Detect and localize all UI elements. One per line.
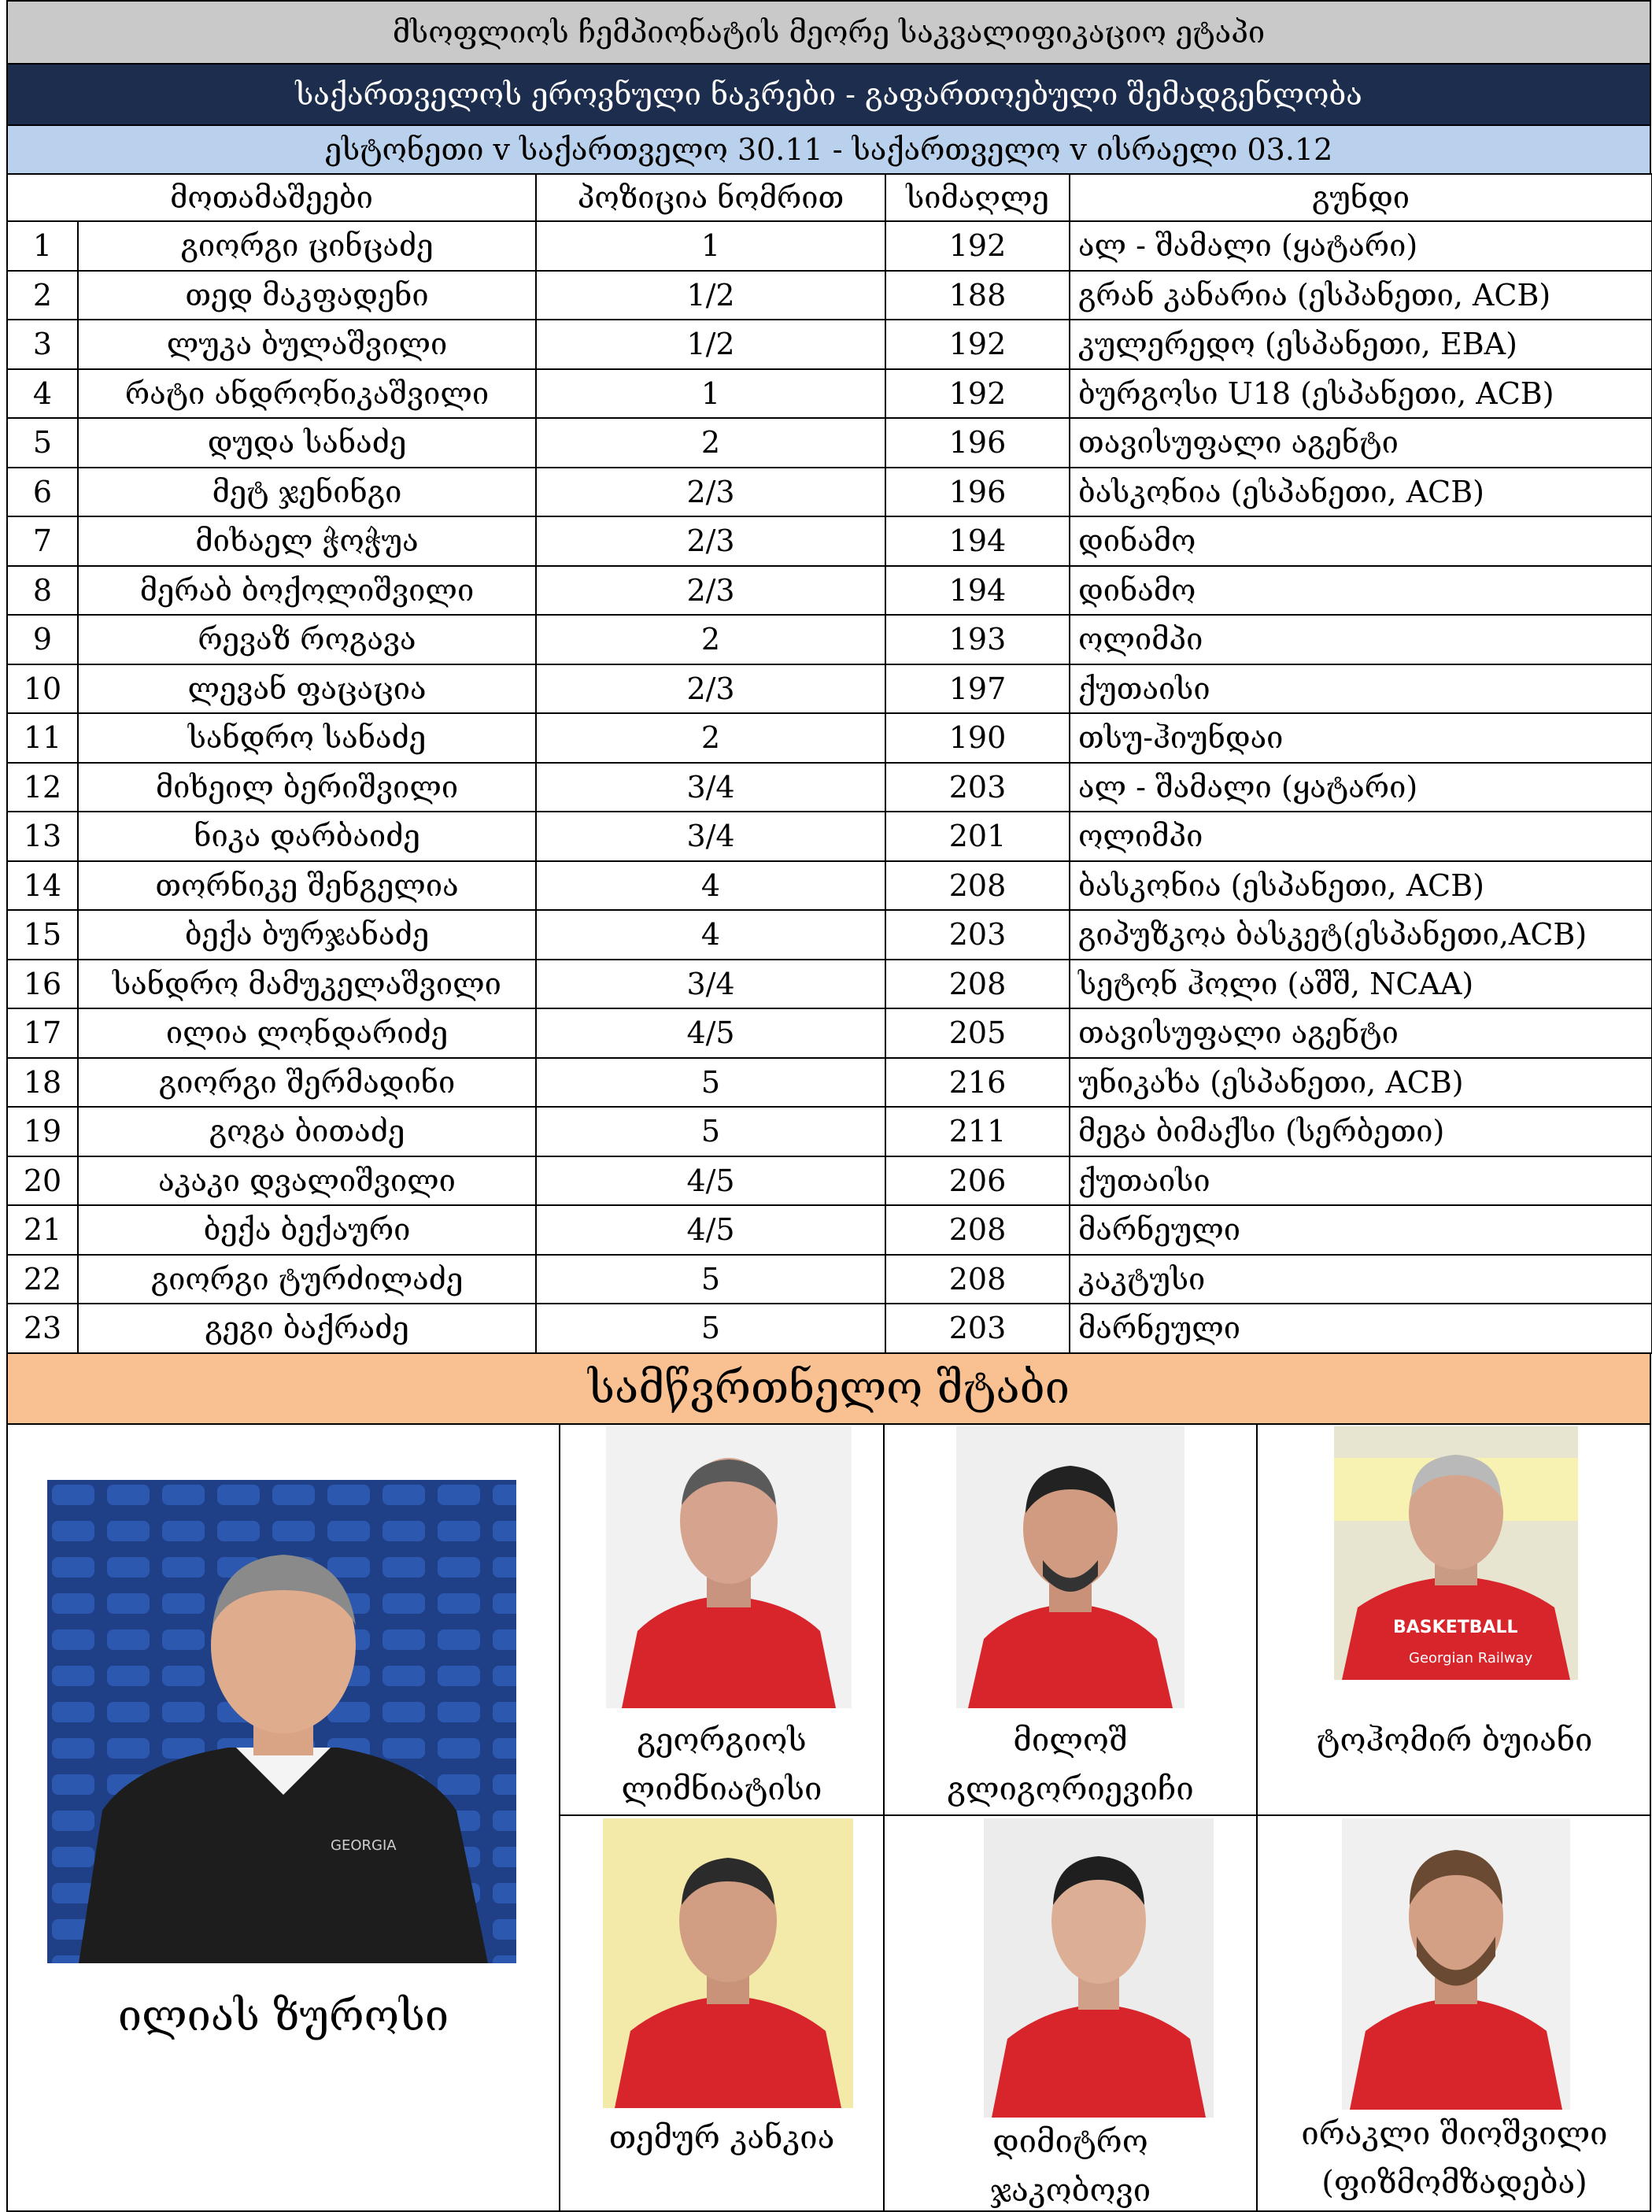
table-row [7,1058,1652,1108]
table-row [7,910,1652,960]
player-number: 4 [7,369,78,419]
shirt-label: GEORGIA [331,1837,397,1854]
shirt-basketball-label: BASKETBALL [1393,1617,1518,1637]
player-team: ოლიმპი [1070,615,1652,664]
player-height: 208 [885,960,1070,1009]
head-coach-photo [47,1480,516,1963]
player-height: 196 [885,468,1070,517]
player-team: ქუთაისი [1070,664,1652,714]
player-team: ქუთაისი [1070,1156,1652,1206]
table-row [7,763,1652,812]
player-number: 6 [7,468,78,517]
player-position: 2 [536,418,885,468]
player-number: 3 [7,320,78,369]
player-position: 2/3 [536,566,885,616]
player-number: 23 [7,1304,78,1353]
player-number: 12 [7,763,78,812]
player-number: 13 [7,812,78,861]
table-row [7,812,1652,861]
assistant-name-3: ტოჰომირ ბუიანი [1316,1722,1593,1759]
player-name: რატი ანდრონიკაშვილი [78,369,536,419]
player-height: 208 [885,1255,1070,1304]
player-team: ალ - შამალი (ყატარი) [1070,763,1652,812]
player-team: სეტონ ჰოლი (აშშ, NCAA) [1070,960,1652,1009]
player-team: გიპუზკოა ბასკეტ(ესპანეთი,ACB) [1070,910,1652,960]
table-row [7,1205,1652,1255]
table-row [7,1107,1652,1156]
column-header-height: სიმაღლე [885,174,1070,221]
player-number: 10 [7,664,78,714]
player-position: 5 [536,1304,885,1353]
roster-table [6,173,1652,1354]
player-position: 2 [536,615,885,664]
player-name: ბექა ბურჯანაძე [78,910,536,960]
player-name: ბექა ბექაური [78,1205,536,1255]
player-position: 3/4 [536,812,885,861]
player-number: 18 [7,1058,78,1108]
player-name: მერაბ ბოქოლიშვილი [78,566,536,616]
player-number: 17 [7,1008,78,1058]
player-name: თედ მაკფადენი [78,271,536,320]
player-number: 11 [7,713,78,763]
table-row [7,516,1652,566]
player-name: ილია ლონდარიძე [78,1008,536,1058]
player-height: 216 [885,1058,1070,1108]
player-number: 19 [7,1107,78,1156]
assistant-photo-5 [984,1818,1214,2118]
table-row [7,615,1652,664]
player-number: 20 [7,1156,78,1206]
player-height: 196 [885,418,1070,468]
player-number: 15 [7,910,78,960]
player-height: 203 [885,1304,1070,1353]
player-height: 203 [885,763,1070,812]
player-height: 211 [885,1107,1070,1156]
table-row [7,1008,1652,1058]
player-height: 205 [885,1008,1070,1058]
player-name: ლუკა ბულაშვილი [78,320,536,369]
roster-body [7,221,1652,1353]
staff-section [6,1425,1651,2212]
staff-title: სამწვრთნელო შტაბი [6,1354,1651,1425]
assistant-name-4: თემურ კანკია [608,2119,835,2156]
player-team: ბურგოსი U18 (ესპანეთი, ACB) [1070,369,1652,419]
player-number: 21 [7,1205,78,1255]
player-position: 2/3 [536,468,885,517]
table-row [7,1156,1652,1206]
assistant-name-6: ირაკლი შიოშვილი (ფიზმომზადება) [1301,2115,1608,2201]
player-number: 8 [7,566,78,616]
table-row [7,320,1652,369]
player-name: ნიკა დარბაიძე [78,812,536,861]
player-name: სანდრო მამუკელაშვილი [78,960,536,1009]
match-schedule: ესტონეთი v საქართველო 30.11 - საქართველო v ისრაელი 03.12 [6,124,1651,173]
player-position: 3/4 [536,763,885,812]
player-position: 4/5 [536,1008,885,1058]
player-team: თსუ-ჰიუნდაი [1070,713,1652,763]
player-name: გოგა ბითაძე [78,1107,536,1156]
player-height: 193 [885,615,1070,664]
table-row [7,369,1652,419]
player-name: გეგი ბაქრაძე [78,1304,536,1353]
player-position: 4 [536,861,885,911]
player-position: 5 [536,1107,885,1156]
roster-page [6,0,1651,2212]
player-height: 206 [885,1156,1070,1206]
player-team: მეგა ბიმაქსი (სერბეთი) [1070,1107,1652,1156]
player-height: 192 [885,221,1070,271]
player-position: 1 [536,221,885,271]
assistant-photo-3 [1334,1426,1578,1680]
player-name: ლევან ფაცაცია [78,664,536,714]
player-number: 1 [7,221,78,271]
player-team: უნიკახა (ესპანეთი, ACB) [1070,1058,1652,1108]
table-row [7,1255,1652,1304]
player-position: 1 [536,369,885,419]
assistant-photo-6 [1342,1818,1570,2110]
page-title: მსოფლიოს ჩემპიონატის მეორე საკვალიფიკაციო ეტაპი [6,0,1651,63]
page-subtitle: საქართველოს ეროვნული ნაკრები - გაფართოებული შემადგენლობა [6,63,1651,124]
player-height: 192 [885,369,1070,419]
player-height: 208 [885,1205,1070,1255]
table-row [7,221,1652,271]
player-height: 203 [885,910,1070,960]
player-position: 3/4 [536,960,885,1009]
shirt-railway-label: Georgian Railway [1409,1649,1533,1666]
assistant-name-2: მილოშ გლიგორიევიჩი [947,1722,1194,1807]
player-name: გიორგი ტურძილაძე [78,1255,536,1304]
player-height: 188 [885,271,1070,320]
player-team: კულერედო (ესპანეთი, EBA) [1070,320,1652,369]
table-row [7,271,1652,320]
player-team: გრან კანარია (ესპანეთი, ACB) [1070,271,1652,320]
table-row [7,664,1652,714]
player-name: სანდრო სანაძე [78,713,536,763]
player-height: 194 [885,516,1070,566]
player-position: 5 [536,1058,885,1108]
assistant-photo-1 [606,1426,852,1708]
assistant-photo-4 [603,1818,853,2108]
player-name: გიორგი შერმადინი [78,1058,536,1108]
head-coach-name: ილიას ზუროსი [117,1990,449,2040]
player-team: მარნეული [1070,1205,1652,1255]
player-team: ბასკონია (ესპანეთი, ACB) [1070,468,1652,517]
table-row [7,713,1652,763]
player-name: მიხეილ ბერიშვილი [78,763,536,812]
player-position: 2 [536,713,885,763]
table-row [7,566,1652,616]
table-row [7,960,1652,1009]
player-height: 197 [885,664,1070,714]
assistant-photo-2 [956,1426,1184,1708]
assistant-name-1: გეორგიოს ლიმნიატისი [621,1722,822,1807]
player-number: 14 [7,861,78,911]
player-position: 2/3 [536,664,885,714]
player-team: მარნეული [1070,1304,1652,1353]
table-row [7,468,1652,517]
player-name: აკაკი დვალიშვილი [78,1156,536,1206]
player-number: 2 [7,271,78,320]
player-number: 5 [7,418,78,468]
player-name: რევაზ როგავა [78,615,536,664]
table-header-row [7,174,1652,221]
assistant-name-5: დიმიტრო ჯაკობოვი [989,2123,1151,2209]
player-name: მიხაელ ჭოჭუა [78,516,536,566]
player-team: კაკტუსი [1070,1255,1652,1304]
player-height: 201 [885,812,1070,861]
table-row [7,1304,1652,1353]
player-height: 194 [885,566,1070,616]
player-height: 190 [885,713,1070,763]
player-height: 208 [885,861,1070,911]
player-name: თორნიკე შენგელია [78,861,536,911]
player-team: დინამო [1070,516,1652,566]
player-team: თავისუფალი აგენტი [1070,1008,1652,1058]
player-name: მეტ ჯენინგი [78,468,536,517]
player-position: 5 [536,1255,885,1304]
player-number: 22 [7,1255,78,1304]
table-row [7,418,1652,468]
column-header-team: გუნდი [1070,174,1652,221]
player-position: 4/5 [536,1205,885,1255]
player-position: 1/2 [536,271,885,320]
player-team: ოლიმპი [1070,812,1652,861]
column-header-position: პოზიცია ნომრით [536,174,885,221]
player-position: 1/2 [536,320,885,369]
player-number: 9 [7,615,78,664]
table-row [7,861,1652,911]
player-team: დინამო [1070,566,1652,616]
player-team: თავისუფალი აგენტი [1070,418,1652,468]
player-position: 4/5 [536,1156,885,1206]
player-height: 192 [885,320,1070,369]
player-position: 4 [536,910,885,960]
player-position: 2/3 [536,516,885,566]
column-header-players: მოთამაშეები [7,174,536,221]
player-name: დუდა სანაძე [78,418,536,468]
player-team: ბასკონია (ესპანეთი, ACB) [1070,861,1652,911]
player-team: ალ - შამალი (ყატარი) [1070,221,1652,271]
player-number: 7 [7,516,78,566]
player-number: 16 [7,960,78,1009]
player-name: გიორგი ცინცაძე [78,221,536,271]
